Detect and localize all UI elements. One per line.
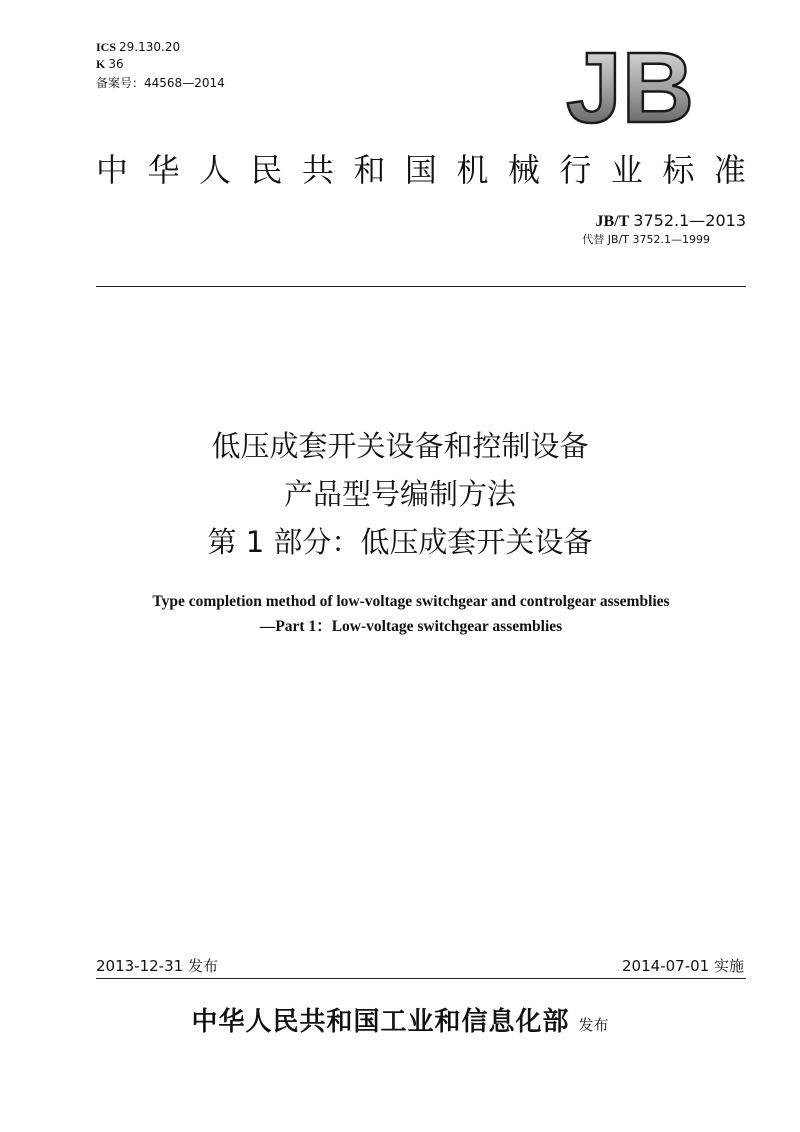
filing-value: 44568—2014 xyxy=(144,76,225,90)
replaces-label: 代替 xyxy=(582,233,605,246)
industry-standard-char: 标 xyxy=(662,151,695,189)
industry-standard-char: 国 xyxy=(404,151,437,189)
logo-text: JB xyxy=(566,40,694,135)
filing-number xyxy=(96,76,225,90)
industry-standard-char: 业 xyxy=(610,151,643,189)
issuing-authority xyxy=(0,1004,800,1043)
industry-standard-char: 中 xyxy=(96,151,129,189)
header-divider xyxy=(96,286,746,287)
title-cn-line-3: 第 1 部分：低压成套开关设备 xyxy=(207,525,593,559)
ics-code xyxy=(96,40,180,54)
industry-standard-title xyxy=(96,150,746,190)
industry-standard-char: 华 xyxy=(147,151,180,189)
issuer-name: 中华人民共和国工业和信息化部 xyxy=(191,1007,570,1037)
issue-date-label: 发布 xyxy=(187,957,218,975)
standard-number-value: 3752.1—2013 xyxy=(633,211,746,230)
industry-standard-char: 人 xyxy=(198,151,231,189)
title-cn-line-2: 产品型号编制方法 xyxy=(283,477,516,511)
issue-date xyxy=(96,956,218,976)
issue-date-value: 2013-12-31 xyxy=(96,957,184,975)
ics-label: ICS xyxy=(96,40,117,54)
filing-label: 备案号： xyxy=(96,76,145,90)
implementation-date xyxy=(622,956,744,976)
k-code xyxy=(96,57,124,71)
footer-divider xyxy=(96,978,746,979)
standard-number xyxy=(596,211,747,232)
issuer-suffix: 发布 xyxy=(578,1016,609,1034)
industry-standard-char: 民 xyxy=(250,151,283,189)
implementation-date-value: 2014-07-01 xyxy=(622,957,710,975)
k-label: K xyxy=(96,57,106,71)
k-value: 36 xyxy=(108,57,124,71)
title-en-line-1: Type completion method of low-voltage switchgear and controlgear assemblies xyxy=(152,593,670,610)
industry-standard-char: 机 xyxy=(456,151,489,189)
replaces-value: JB/T 3752.1—1999 xyxy=(607,233,710,246)
standard-code: JB/T xyxy=(595,213,630,230)
industry-standard-char: 行 xyxy=(559,151,592,189)
industry-standard-char: 和 xyxy=(353,151,386,189)
implementation-date-label: 实施 xyxy=(713,957,744,975)
industry-standard-char: 械 xyxy=(507,151,540,189)
replaces-standard xyxy=(582,233,710,247)
industry-standard-char: 准 xyxy=(713,151,746,189)
jb-logo xyxy=(555,40,705,135)
industry-standard-char: 共 xyxy=(301,151,334,189)
title-cn-line-1: 低压成套开关设备和控制设备 xyxy=(211,429,589,463)
ics-value: 29.130.20 xyxy=(119,40,181,54)
title-en-line-2: —Part 1：Low-voltage switchgear assemblies xyxy=(259,618,563,635)
